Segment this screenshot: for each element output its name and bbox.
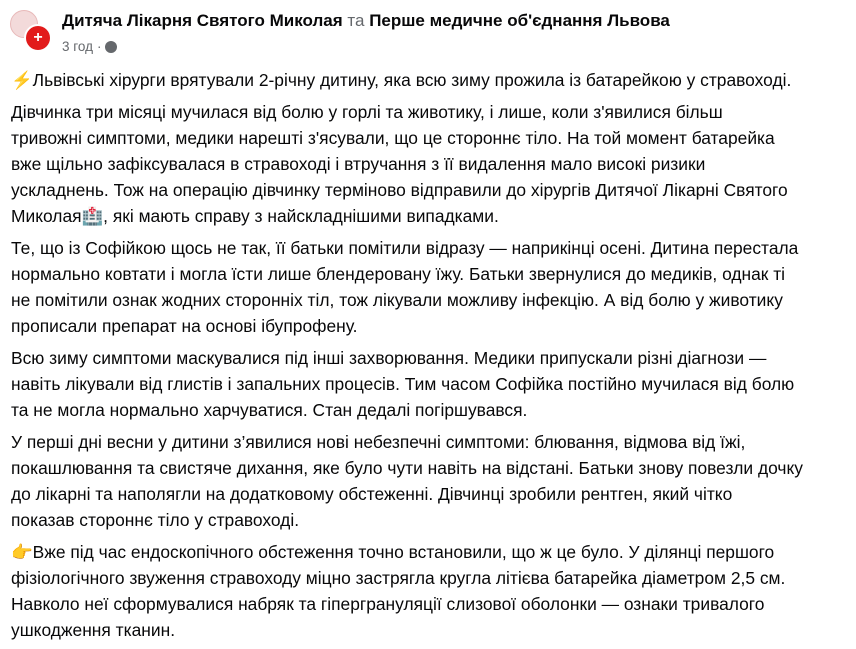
paragraph-line: показав стороннє тіло у стравоході. xyxy=(11,510,300,530)
paragraph-line: та не могла нормально харчуватися. Стан дедалі погіршувався. xyxy=(11,400,528,420)
paragraph-line: тривожні симптоми, медики нарешті з'ясували, що це стороннє тіло. На той момент батарейка xyxy=(11,128,775,148)
paragraph-line: прописали препарат на основі ібупрофену. xyxy=(11,316,358,336)
paragraph-line: покашлювання та свистяче дихання, яке було чути навіть на відстані. Батьки знову повезли дочку xyxy=(11,458,803,478)
separator: · xyxy=(96,39,102,54)
paragraph-line: фізіологічного звуження стравоходу міцно застрягла кругла літієва батарейка діаметром 2,5 см. xyxy=(11,568,786,588)
post-paragraph xyxy=(11,429,856,533)
post-paragraph xyxy=(11,345,856,423)
post-body xyxy=(11,67,856,649)
paragraph-line: Всю зиму симптоми маскувалися під інші захворювання. Медики припускали різні діагнози — xyxy=(11,348,767,368)
paragraph-line: Миколая🏥, які мають справу з найскладнішими випадками. xyxy=(11,206,499,226)
post-paragraph xyxy=(11,99,856,229)
paragraph-line: ⚡Львівські хірурги врятували 2-річну дитину, яка всю зиму прожила із батарейкою у стравоході. xyxy=(11,70,792,90)
paragraph-line: ускладнень. Тож на операцію дівчинку терміново відправили до хірургів Дитячої Лікарні Святого xyxy=(11,180,788,200)
post-time-link[interactable]: 3 год xyxy=(62,39,93,54)
paragraph-line: Те, що із Софійкою щось не так, її батьки помітили відразу — наприкінці осені. Дитина перестала xyxy=(11,238,799,258)
post-meta xyxy=(62,39,117,54)
post-paragraph xyxy=(11,67,856,93)
paragraph-line: навіть лікували від глистів і запальних процесів. Тим часом Софійка постійно мучилася від болю xyxy=(11,374,795,394)
paragraph-line: Дівчинка три місяці мучилася від болю у горлі та животику, і лише, коли з'явилися більш xyxy=(11,102,723,122)
paragraph-line: У перші дні весни у дитини з’явилися нові небезпечні симптоми: блювання, відмова від їжі, xyxy=(11,432,746,452)
paragraph-line: 👉Вже під час ендоскопічного обстеження точно встановили, що ж це було. У ділянці першого xyxy=(11,542,775,562)
paragraph-line: ушкодження тканин. xyxy=(11,620,176,640)
post-paragraph xyxy=(11,235,856,339)
paragraph-line: Навколо неї сформувалися набряк та гіпергрануляції слизової оболонки — ознаки тривалого xyxy=(11,594,765,614)
page-name-link[interactable]: Дитяча Лікарня Святого Миколая xyxy=(62,11,343,30)
paragraph-line: не помітили ознак жодних сторонніх тіл, тож лікували можливу інфекцію. А від болю у животику xyxy=(11,290,783,310)
paragraph-line: вже щільно зафіксувалася в стравоході і втручання з її видалення мало високі ризики xyxy=(11,154,706,174)
page-avatar[interactable] xyxy=(10,10,54,54)
partner-name-link[interactable]: Перше медичне об'єднання Львова xyxy=(369,11,670,30)
connector-text: та xyxy=(347,11,365,30)
paragraph-line: до лікарні та наполягли на додатковому обстеженні. Дівчинці зробили рентген, який чітко xyxy=(11,484,733,504)
hospital-avatar[interactable]: + xyxy=(24,24,52,52)
post-title xyxy=(62,11,670,31)
paragraph-line: нормально ковтати і могла їсти лише блендеровану їжу. Батьки звернулися до медиків, однак ті xyxy=(11,264,786,284)
globe-icon xyxy=(105,41,117,53)
post-paragraph xyxy=(11,539,856,643)
